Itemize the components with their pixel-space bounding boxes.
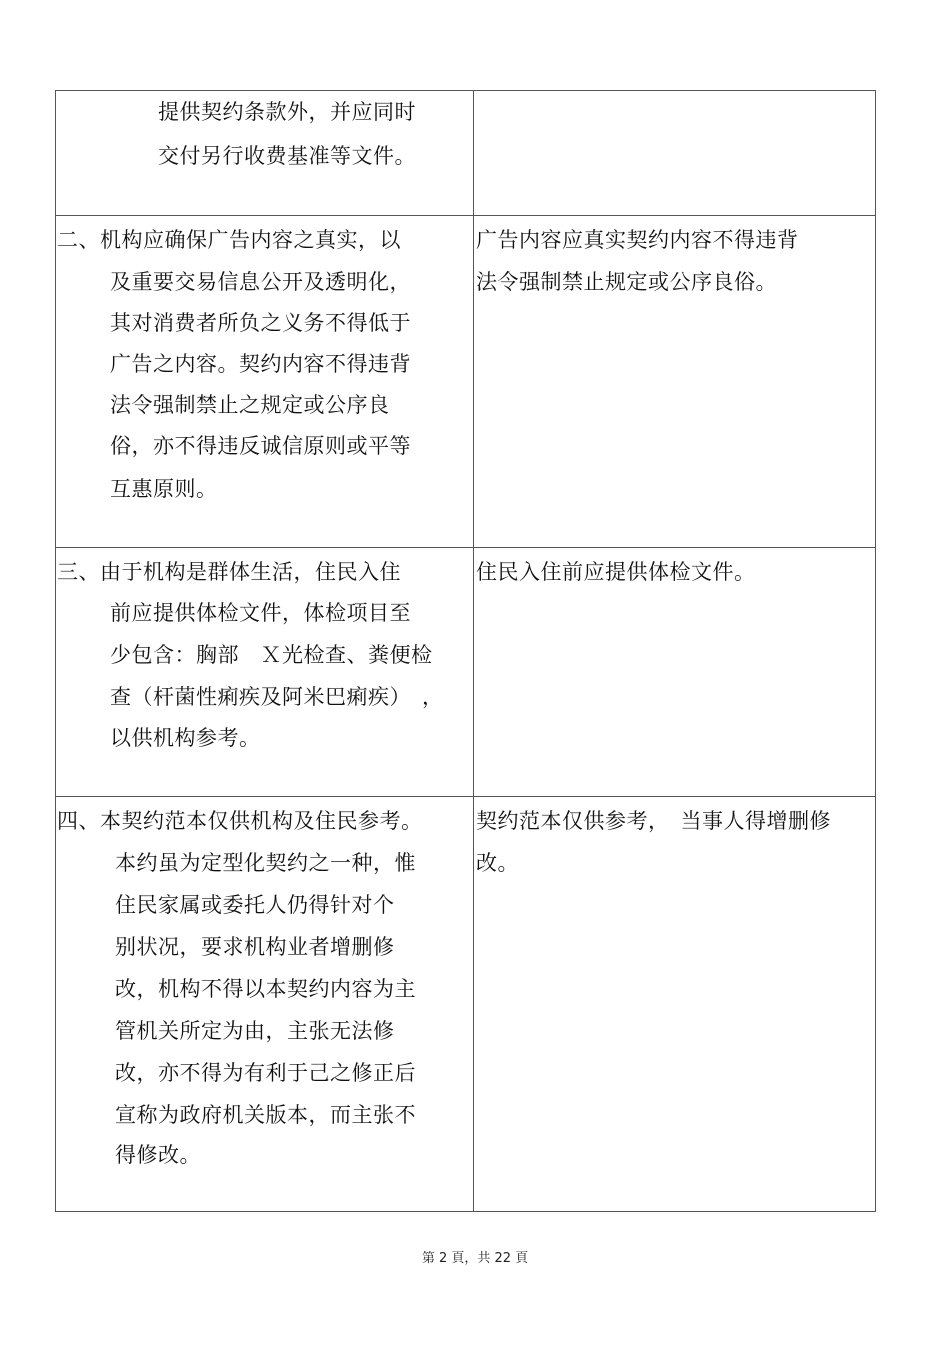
clause-text-line: 本约虽为定型化契约之一种，惟 bbox=[115, 851, 416, 875]
page-number-footer: 第 2 頁，共 22 頁 bbox=[421, 1251, 529, 1266]
clause-text-line: 俗，亦不得违反诚信原则或平等 bbox=[110, 434, 411, 458]
clause-text-line: 住民家属或委托人仍得针对个 bbox=[115, 893, 395, 917]
clause-text-line: 少包含：胸部 Ｘ光检查、粪便检 bbox=[110, 643, 433, 667]
clause-heading-line: 四、本契约范本仅供机构及住民参考。 bbox=[57, 809, 423, 833]
table-border-right bbox=[875, 90, 876, 1212]
note-text-line: 法令强制禁止规定或公序良俗。 bbox=[476, 270, 777, 294]
table-border-bottom bbox=[55, 1211, 876, 1212]
clause-text-line: 提供契约条款外，并应同时 bbox=[158, 100, 416, 124]
row-divider bbox=[55, 547, 876, 548]
clause-text-line: 得修改。 bbox=[115, 1143, 201, 1167]
clause-text-line: 改，亦不得为有利于己之修正后 bbox=[115, 1061, 416, 1085]
clause-text-line: 交付另行收费基准等文件。 bbox=[158, 144, 416, 168]
note-text-line: 住民入住前应提供体检文件。 bbox=[476, 560, 756, 584]
clause-text-line: 广告之内容。契约内容不得违背 bbox=[110, 352, 411, 376]
clause-text-line: 查（杆菌性痢疾及阿米巴痢疾） ， bbox=[110, 685, 444, 709]
row-divider bbox=[55, 215, 876, 216]
clause-text-line: 以供机构参考。 bbox=[110, 726, 261, 750]
row-divider bbox=[55, 796, 876, 797]
clause-text-line: 及重要交易信息公开及透明化， bbox=[110, 270, 411, 294]
content-table bbox=[55, 90, 876, 1212]
table-border-top bbox=[55, 90, 876, 91]
clause-heading-line: 三、由于机构是群体生活，住民入住 bbox=[57, 560, 401, 584]
clause-text-line: 互惠原则。 bbox=[110, 477, 218, 501]
clause-text-line: 宣称为政府机关版本，而主张不 bbox=[115, 1103, 416, 1127]
note-text-line: 改。 bbox=[476, 851, 519, 875]
table-border-left bbox=[55, 90, 56, 1212]
clause-heading-line: 二、机构应确保广告内容之真实，以 bbox=[57, 228, 401, 252]
clause-text-line: 其对消费者所负之义务不得低于 bbox=[110, 311, 411, 335]
note-text-line: 契约范本仅供参考， 当事人得增删修 bbox=[476, 809, 831, 833]
clause-text-line: 管机关所定为由，主张无法修 bbox=[115, 1019, 395, 1043]
column-divider bbox=[473, 90, 474, 1212]
note-text-line: 广告内容应真实契约内容不得违背 bbox=[476, 228, 799, 252]
clause-text-line: 前应提供体检文件，体检项目至 bbox=[110, 601, 411, 625]
clause-text-line: 法令强制禁止之规定或公序良 bbox=[110, 393, 390, 417]
clause-text-line: 别状况，要求机构业者增删修 bbox=[115, 935, 395, 959]
clause-text-line: 改，机构不得以本契约内容为主 bbox=[115, 977, 416, 1001]
